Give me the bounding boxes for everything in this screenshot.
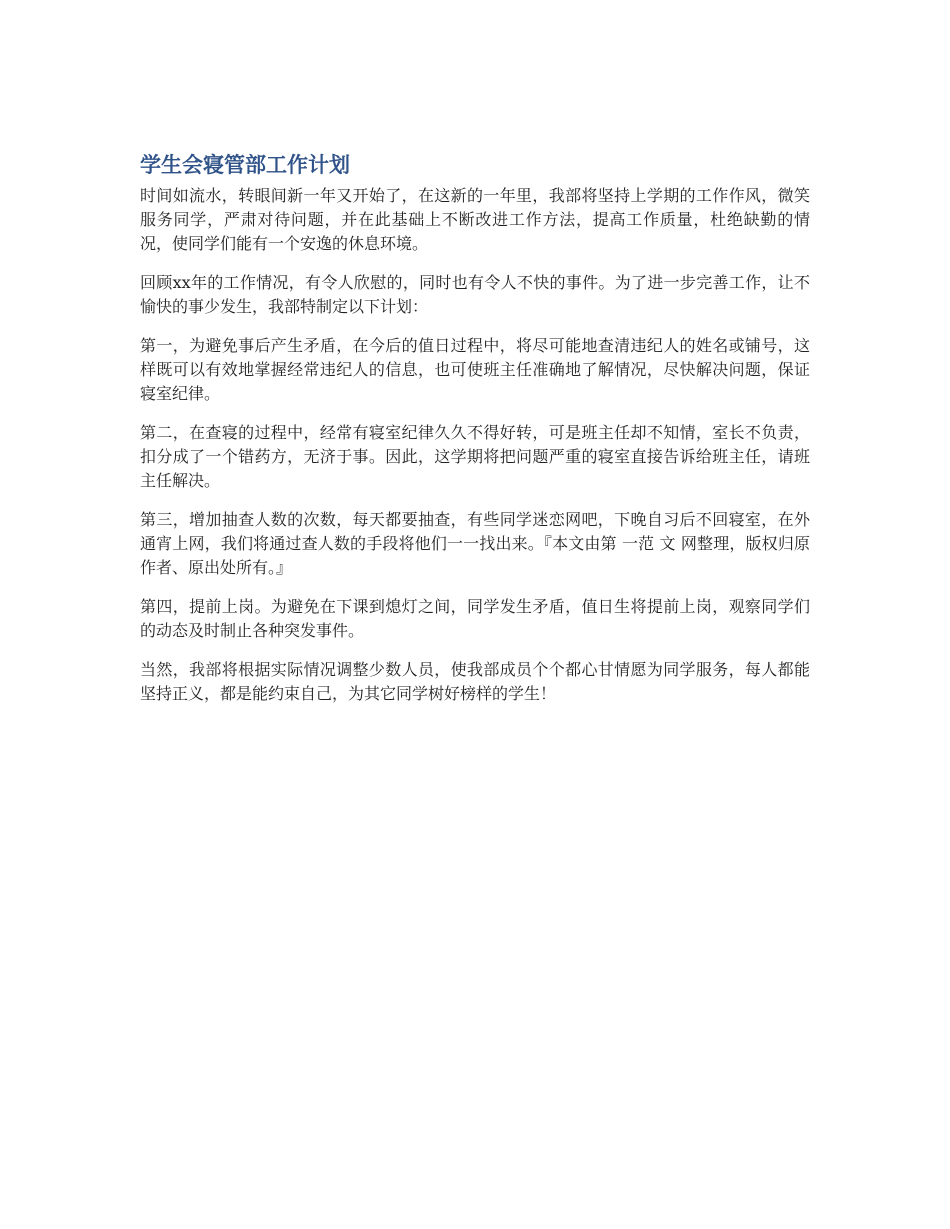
paragraph-plan-1: 第一，为避免事后产生矛盾，在今后的值日过程中，将尽可能地查清违纪人的姓名或铺号，这样既可以有效地掌握经常违纪人的信息，也可使班主任准确地了解情况，尽快解决问题，保证寝室纪律。 [140, 336, 810, 403]
paragraph-plan-3: 第三，增加抽查人数的次数，每天都要抽查，有些同学迷恋网吧，下晚自习后不回寝室，在外通宵上网，我们将通过查人数的手段将他们一一找出来。『本文由第 一范 文 网整理，版权归原作者、原出处所有。』 [140, 510, 810, 577]
paragraph-plan-2: 第二，在查寝的过程中，经常有寝室纪律久久不得好转，可是班主任却不知情，室长不负责，扣分成了一个错药方，无济于事。因此，这学期将把问题严重的寝室直接告诉给班主任，请班主任解决。 [140, 423, 810, 490]
paragraph-conclusion: 当然，我部将根据实际情况调整少数人员，使我部成员个个都心甘情愿为同学服务，每人都能坚持正义，都是能约束自己，为其它同学树好榜样的学生！ [140, 660, 810, 703]
paragraph-intro: 时间如流水，转眼间新一年又开始了，在这新的一年里，我部将坚持上学期的工作作风，微笑服务同学，严肃对待问题，并在此基础上不断改进工作方法，提高工作质量，杜绝缺勤的情况，使同学们能有一个安逸的休息环境。 [140, 186, 810, 253]
paragraph-plan-4: 第四，提前上岗。为避免在下课到熄灯之间，同学发生矛盾，值日生将提前上岗，观察同学们的动态及时制止各种突发事件。 [140, 597, 810, 640]
paragraph-review: 回顾xx年的工作情况，有令人欣慰的，同时也有令人不快的事件。为了进一步完善工作，让不愉快的事少发生，我部特制定以下计划： [140, 273, 810, 316]
document-title: 学生会寝管部工作计划 [140, 153, 350, 177]
document-body [140, 150, 810, 721]
